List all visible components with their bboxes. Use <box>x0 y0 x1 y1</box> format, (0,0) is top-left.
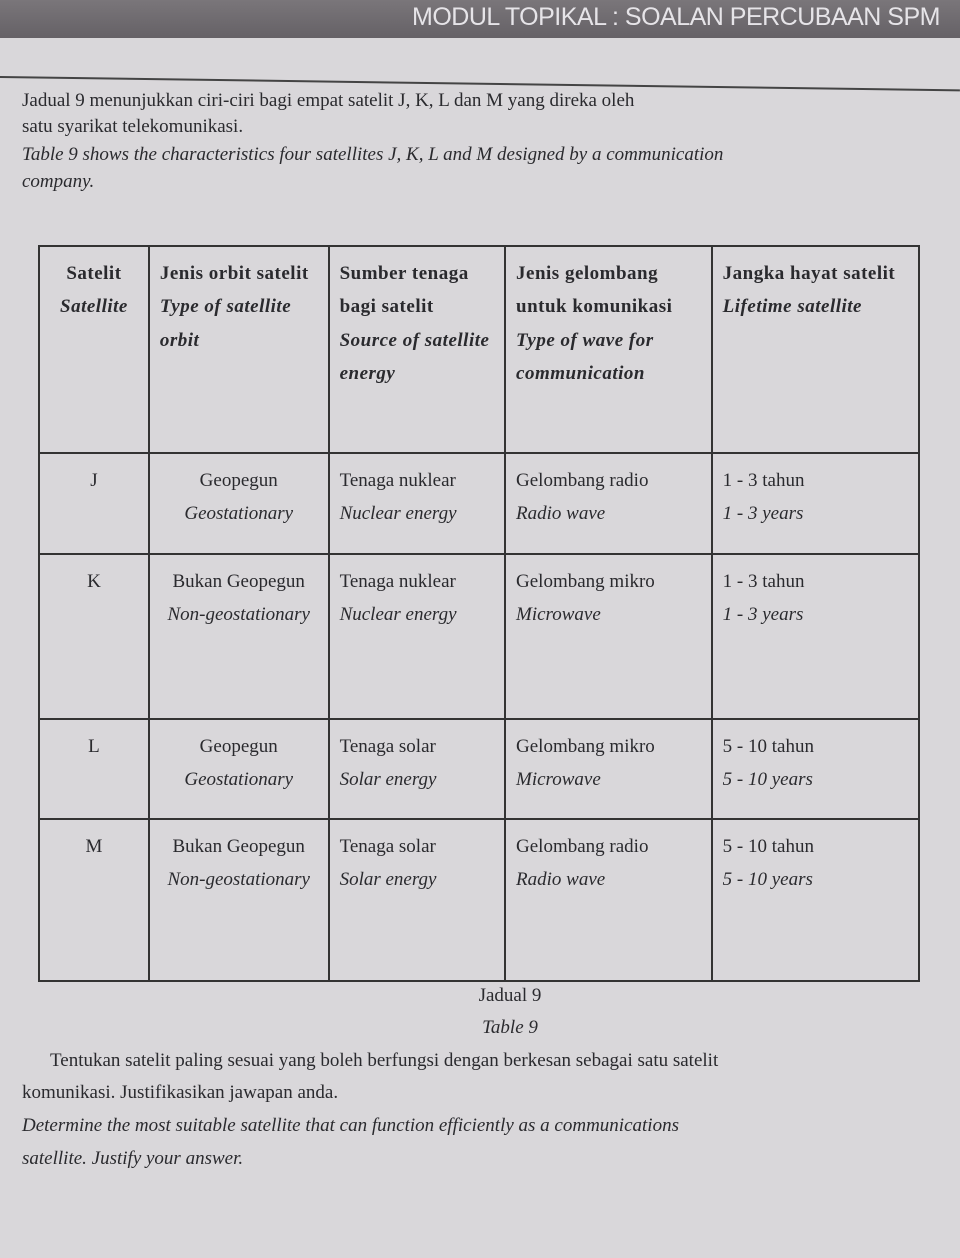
header-cell: Jenis orbit satelit Type of satellite orbit <box>149 246 329 453</box>
header-cell: Jangka hayat satelit Lifetime satellite <box>712 246 919 453</box>
orbit-cell: Bukan Geopegun Non-geostationary <box>149 819 329 981</box>
table-row <box>39 819 919 981</box>
wave-cell: Gelombang mikro Microwave <box>505 719 712 819</box>
header-cell: Jenis gelombang untuk komunikasi Type of wave for communication <box>505 246 712 453</box>
lifetime-cell: 5 - 10 tahun 5 - 10 years <box>712 819 919 981</box>
table-row <box>39 453 919 554</box>
orbit-cell: Geopegun Geostationary <box>149 719 329 819</box>
question-en-line1: Determine the most suitable satellite that can function efficiently as a communications <box>22 1115 679 1136</box>
wave-cell: Gelombang radio Radio wave <box>505 453 712 554</box>
intro-en-line2: company. <box>22 171 95 192</box>
energy-cell: Tenaga solar Solar energy <box>329 819 505 981</box>
energy-cell: Tenaga solar Solar energy <box>329 719 505 819</box>
lifetime-cell: 5 - 10 tahun 5 - 10 years <box>712 719 919 819</box>
energy-cell: Tenaga nuklear Nuclear energy <box>329 453 505 554</box>
module-title: MODUL TOPIKAL : SOALAN PERCUBAAN SPM <box>412 3 940 31</box>
question-ms-line1: Tentukan satelit paling sesuai yang boleh berfungsi dengan berkesan sebagai satu satelit <box>50 1050 719 1071</box>
intro-ms-line2: satu syarikat telekomunikasi. <box>22 116 244 137</box>
module-header-bar <box>0 0 960 38</box>
table-caption-en: Table 9 <box>482 1017 538 1038</box>
intro-en-line1: Table 9 shows the characteristics four satellites J, K, L and M designed by a communication <box>22 144 724 165</box>
energy-cell: Tenaga nuklear Nuclear energy <box>329 554 505 719</box>
satellite-cell: L <box>39 719 149 819</box>
wave-cell: Gelombang radio Radio wave <box>505 819 712 981</box>
satellite-table <box>38 245 920 982</box>
header-cell: Sumber tenaga bagi satelit Source of satellite energy <box>329 246 505 453</box>
table-caption-ms: Jadual 9 <box>478 985 542 1006</box>
intro-ms-line1: Jadual 9 menunjukkan ciri-ciri bagi empat satelit J, K, L dan M yang direka oleh <box>22 90 635 111</box>
lifetime-cell: 1 - 3 tahun 1 - 3 years <box>712 453 919 554</box>
satellite-cell: K <box>39 554 149 719</box>
lifetime-cell: 1 - 3 tahun 1 - 3 years <box>712 554 919 719</box>
table-row <box>39 719 919 819</box>
satellite-cell: M <box>39 819 149 981</box>
question-ms-line2: komunikasi. Justifikasikan jawapan anda. <box>22 1082 339 1103</box>
wave-cell: Gelombang mikro Microwave <box>505 554 712 719</box>
table-row <box>39 554 919 719</box>
orbit-cell: Geopegun Geostationary <box>149 453 329 554</box>
table-header-row <box>39 246 919 453</box>
question-en-line2: satellite. Justify your answer. <box>22 1148 244 1169</box>
orbit-cell: Bukan Geopegun Non-geostationary <box>149 554 329 719</box>
satellite-cell: J <box>39 453 149 554</box>
header-cell: Satelit Satellite <box>39 246 149 453</box>
